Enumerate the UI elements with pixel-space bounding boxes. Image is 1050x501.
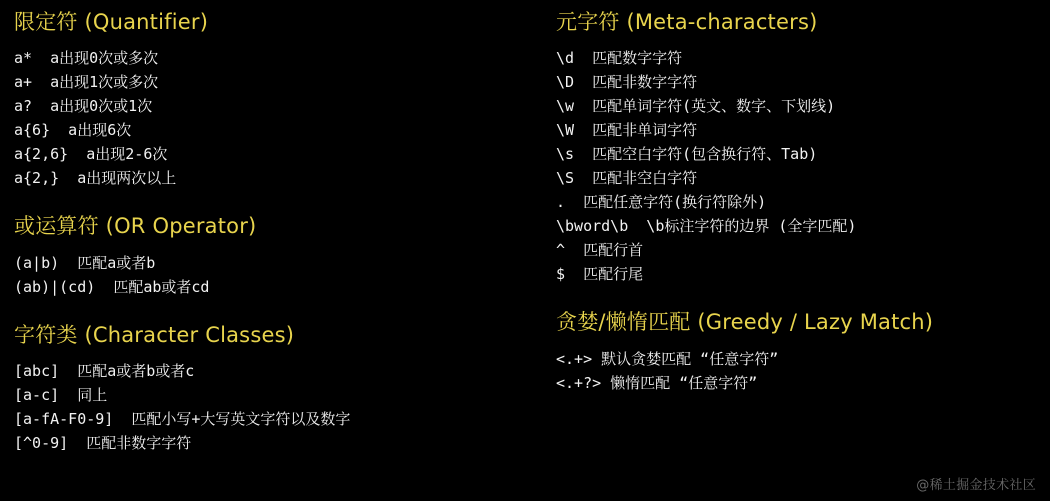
left-column	[14, 8, 534, 461]
section-quantifier	[14, 8, 534, 190]
cheatsheet-line: (ab)|(cd) 匹配ab或者cd	[14, 277, 210, 296]
cheatsheet-line: (a|b) 匹配a或者b	[14, 253, 156, 272]
section-title-quantifier: 限定符 (Quantifier)	[14, 10, 209, 34]
section-title-or-operator: 或运算符 (OR Operator)	[14, 214, 257, 239]
cheatsheet-line: ^ 匹配行首	[556, 241, 644, 260]
section-lines-character-classes	[14, 359, 534, 455]
cheatsheet-line: <.+?> 懒惰匹配 “任意字符”	[556, 373, 758, 392]
section-lines-greedy-lazy	[556, 347, 1046, 395]
cheatsheet-line: a{6} a出现6次	[14, 121, 132, 140]
cheatsheet-line: . 匹配任意字符(换行符除外)	[556, 193, 767, 212]
cheatsheet-line: [^0-9] 匹配非数字字符	[14, 434, 192, 453]
cheatsheet-line: $ 匹配行尾	[556, 265, 644, 284]
section-greedy-lazy	[556, 308, 1046, 394]
section-lines-quantifier	[14, 46, 534, 190]
cheatsheet-line: a* a出现0次或多次	[14, 49, 159, 68]
cheatsheet-line: [abc] 匹配a或者b或者c	[14, 362, 195, 381]
section-lines-or-operator	[14, 251, 534, 299]
cheatsheet-line: a{2,} a出现两次以上	[14, 169, 177, 188]
section-character-classes	[14, 321, 534, 455]
cheatsheet-line: \w 匹配单词字符(英文、数字、下划线)	[556, 97, 836, 116]
section-title-meta-characters: 元字符 (Meta-characters)	[556, 10, 818, 34]
cheatsheet-line: a{2,6} a出现2-6次	[14, 145, 168, 164]
section-meta-characters	[556, 8, 1046, 286]
cheatsheet-line: \d 匹配数字字符	[556, 49, 683, 68]
right-column	[556, 8, 1046, 401]
section-title-greedy-lazy: 贪婪/懒惰匹配 (Greedy / Lazy Match)	[556, 310, 934, 335]
section-lines-meta-characters	[556, 46, 1046, 286]
section-title-character-classes: 字符类 (Character Classes)	[14, 322, 295, 347]
cheatsheet-line: \W 匹配非单词字符	[556, 121, 698, 140]
cheatsheet-line: \D 匹配非数字字符	[556, 73, 698, 92]
watermark: @稀土掘金技术社区	[916, 478, 1036, 493]
cheatsheet-line: [a-fA-F0-9] 匹配小写+大写英文字符以及数字	[14, 410, 351, 429]
cheatsheet-line: a? a出现0次或1次	[14, 97, 153, 116]
cheatsheet-line: a+ a出现1次或多次	[14, 73, 159, 92]
cheatsheet-line: [a-c] 同上	[14, 386, 108, 405]
cheatsheet-line: \bword\b \b标注字符的边界 (全字匹配)	[556, 217, 857, 236]
cheatsheet-line: \s 匹配空白字符(包含换行符、Tab)	[556, 145, 818, 164]
cheatsheet-line: \S 匹配非空白字符	[556, 169, 698, 188]
section-or-operator	[14, 212, 534, 298]
cheatsheet-line: <.+> 默认贪婪匹配 “任意字符”	[556, 349, 779, 368]
